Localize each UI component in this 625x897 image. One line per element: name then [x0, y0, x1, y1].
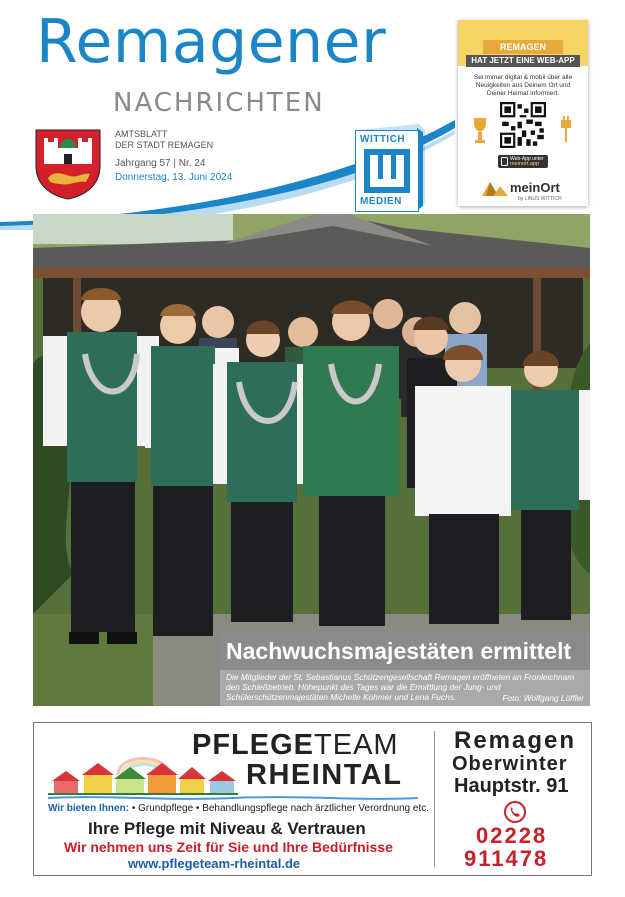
ad-slogan-secondary: Wir nehmen uns Zeit für Sie und Ihre Bedürfnisse — [64, 839, 393, 855]
publisher-w-icon — [364, 149, 410, 193]
masthead — [0, 0, 625, 230]
webapp-url-badge[interactable] — [498, 155, 548, 168]
webapp-brand-sub: by LINUS WITTICH — [518, 196, 562, 202]
cover-headline: Nachwuchsmajestäten ermittelt — [226, 638, 572, 664]
ad-divider — [434, 731, 435, 867]
publisher-logo-box — [355, 130, 419, 212]
ad-brand-part2: TEAM — [314, 729, 399, 761]
publication-city: DER STADT REMAGEN — [115, 140, 214, 150]
ad-phone-prefix[interactable]: 02228 — [476, 823, 548, 848]
phone-icon — [501, 157, 508, 166]
ad-brand-line1 — [192, 729, 399, 762]
phone-icon — [504, 801, 526, 823]
trophy-icon — [472, 116, 488, 146]
publication-type: AMTSBLATT — [115, 129, 168, 139]
meinort-logo-icon — [482, 178, 508, 196]
cover-caption-box — [220, 670, 590, 706]
issue-number: Jahrgang 57 | Nr. 24 — [115, 158, 206, 169]
masthead-title: Remagener — [36, 7, 387, 77]
webapp-brand: meinOrt — [510, 180, 560, 195]
publisher-logo — [355, 124, 425, 212]
pflegeteam-advertisement[interactable] — [33, 722, 592, 876]
issue-date: Donnerstag, 13. Juni 2024 — [115, 172, 233, 183]
ad-address-city: Remagen — [454, 727, 577, 754]
webapp-badge-url: meinort.app — [510, 161, 540, 167]
ad-services — [48, 803, 429, 814]
ad-services-list: • Grundpflege • Behandlungspflege nach ärztlicher Verordnung etc. — [131, 803, 430, 814]
ad-wave-divider — [48, 795, 418, 801]
ad-services-lead: Wir bieten Ihnen: — [48, 803, 130, 814]
plug-icon — [558, 116, 574, 146]
webapp-badge-label: Web-App unter — [510, 156, 544, 162]
qr-code-icon[interactable] — [500, 102, 546, 148]
cover-headline-box — [220, 630, 590, 670]
cover-caption: Die Mitglieder der St. Sebastianus Schützengesellschaft Remagen eröffneten an Fronleichnam den Schießbetrieb. Höhepunkt des Tages war die Ermittlung der Jung- und Schülerschützenmajestäten Michelle Kohmer und Lena Fuchs. — [226, 672, 575, 702]
coat-of-arms-icon — [34, 128, 102, 200]
webapp-card-text: Sei immer digital & mobil über alle Neuigkeiten aus Deinem Ort und Deiner Heimat informiert. — [473, 74, 573, 98]
photo-credit: Foto: Wolfgang Löffler — [502, 693, 584, 703]
publisher-name-top: WITTICH — [360, 134, 406, 145]
ad-brand-line2: RHEINTAL — [246, 759, 403, 791]
ad-address-district: Oberwinter — [452, 753, 568, 775]
ad-address-street: Hauptstr. 91 — [454, 775, 569, 797]
masthead-subtitle: NACHRICHTEN — [113, 88, 325, 118]
webapp-promo-card[interactable] — [458, 20, 588, 206]
webapp-card-heading: REMAGEN — [483, 40, 563, 54]
ad-website-link[interactable]: www.pflegeteam-rheintal.de — [128, 856, 301, 871]
ad-slogan-main: Ihre Pflege mit Niveau & Vertrauen — [88, 819, 366, 838]
ad-brand-part1: PFLEGE — [192, 729, 315, 761]
ad-phone-number[interactable]: 911478 — [464, 846, 549, 871]
webapp-card-subheading: HAT JETZT EINE WEB-APP — [466, 55, 580, 67]
publisher-name-bottom: MEDIEN — [360, 196, 402, 207]
